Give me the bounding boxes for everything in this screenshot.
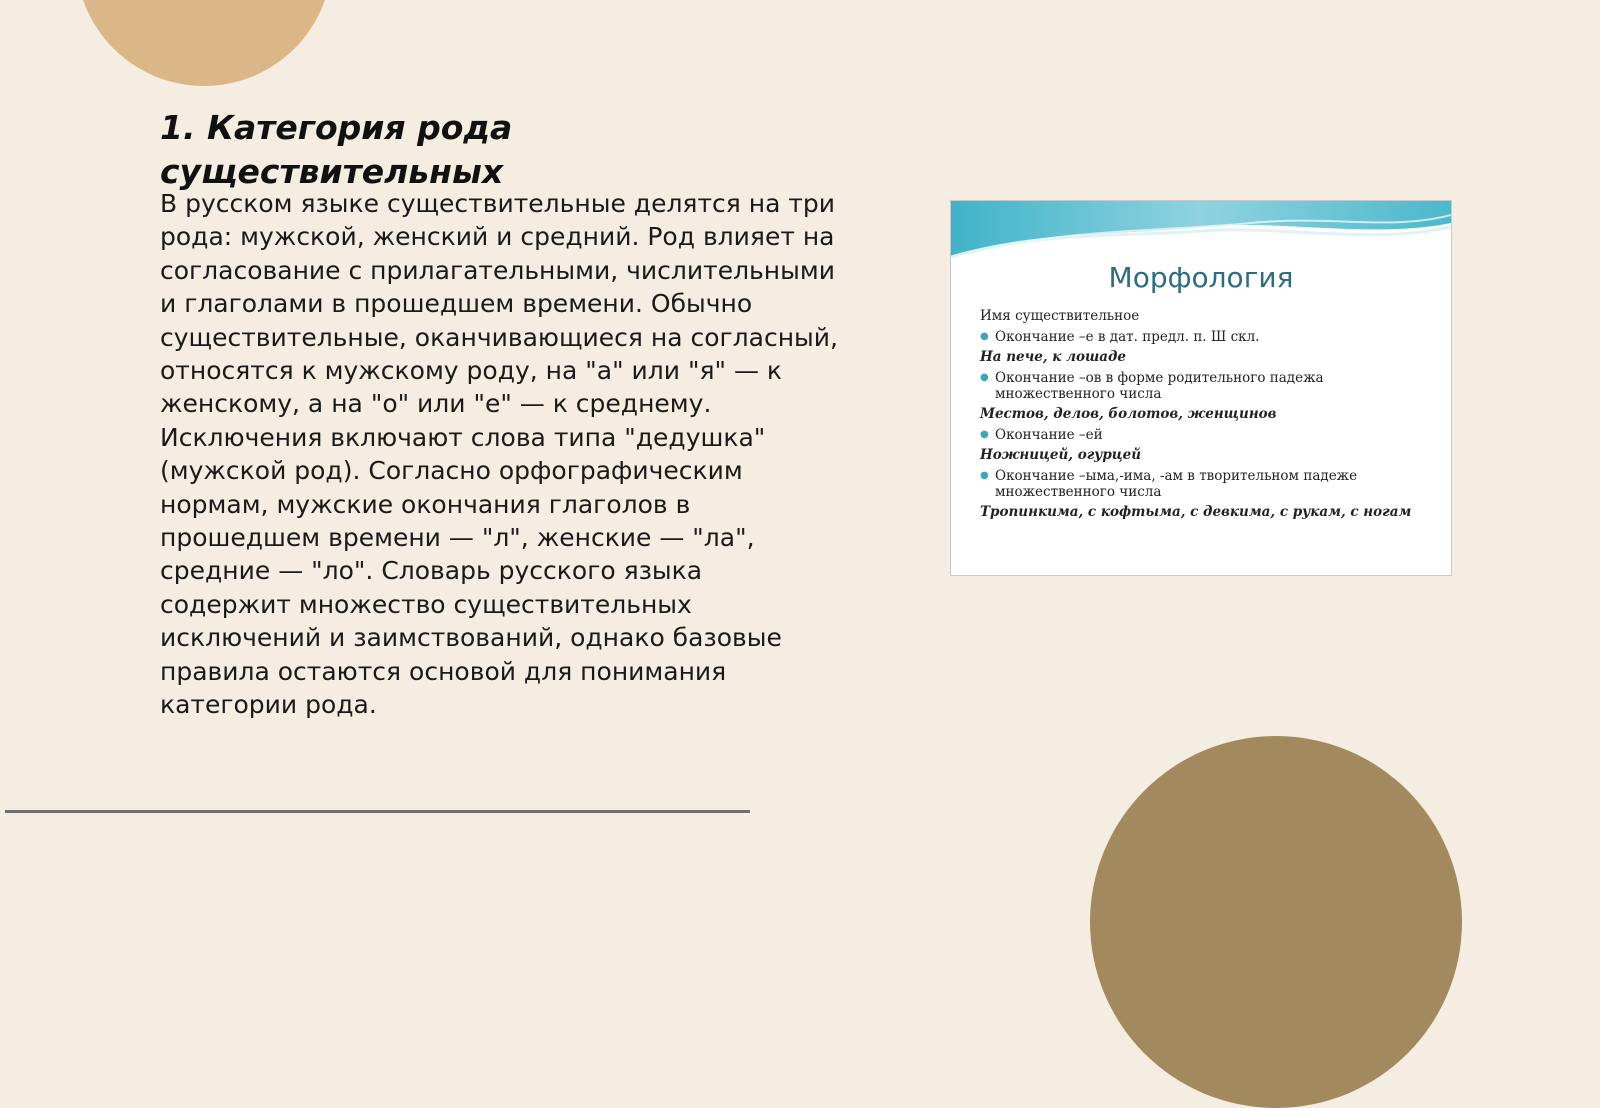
inset-example: Местов, делов, болотов, женщинов xyxy=(980,405,1277,422)
decorative-circle-bottom xyxy=(1090,736,1462,1108)
inset-example: Тропинкима, с кофтыма, с девкима, с рукам, с ногам xyxy=(980,503,1412,520)
slide-body-text: В русском языке существительные делятся на три рода: мужской, женский и средний. Род влияет на согласование с прилагательными, числительными и глаголами в прошедшем времени. Обычно существительные, оканчивающиеся на согласный, относятся к мужскому роду, на "а" или "я" — к женскому, а на "о" или "е" — к среднему. Исключения включают слова типа "дедушка" (мужской род). Согласно орфографическим нормам, мужские окончания глаголов в прошедшем времени — "л", женские — "ла", средние — "ло". Словарь русского языка содержит множество существительных исключений и заимствований, однако базовые правила остаются основой для понимания категории рода. xyxy=(160,189,838,720)
divider-line xyxy=(5,810,750,813)
inset-bullet: ● Окончание –ов в форме родительного падежа множественного числа xyxy=(980,369,1324,402)
inset-subtitle: Имя существительное xyxy=(980,308,1140,324)
inset-example: Ножницей, огурцей xyxy=(980,446,1142,463)
inset-example: На печe, к лошадe xyxy=(980,348,1126,365)
inset-bullet: ● Окончание –ыма,-има, -ам в творительном падеже множественного числа xyxy=(980,467,1358,500)
bullet-icon: ● xyxy=(980,428,989,440)
inset-bullet: ● Окончание –е в дат. предл. п. Ш скл. xyxy=(980,328,1260,345)
inset-bullet: ● Окончание –ей xyxy=(980,426,1103,443)
inset-content xyxy=(980,307,1440,523)
decorative-circle-top xyxy=(76,0,332,86)
inset-title: Морфология xyxy=(1108,261,1294,294)
slide-title: 1. Категория рода существительных xyxy=(160,108,513,191)
wave-header-graphic xyxy=(951,201,1451,263)
bullet-icon: ● xyxy=(980,330,989,342)
morphology-slide-image xyxy=(950,200,1452,576)
bullet-icon: ● xyxy=(980,371,989,383)
bullet-icon: ● xyxy=(980,469,989,481)
